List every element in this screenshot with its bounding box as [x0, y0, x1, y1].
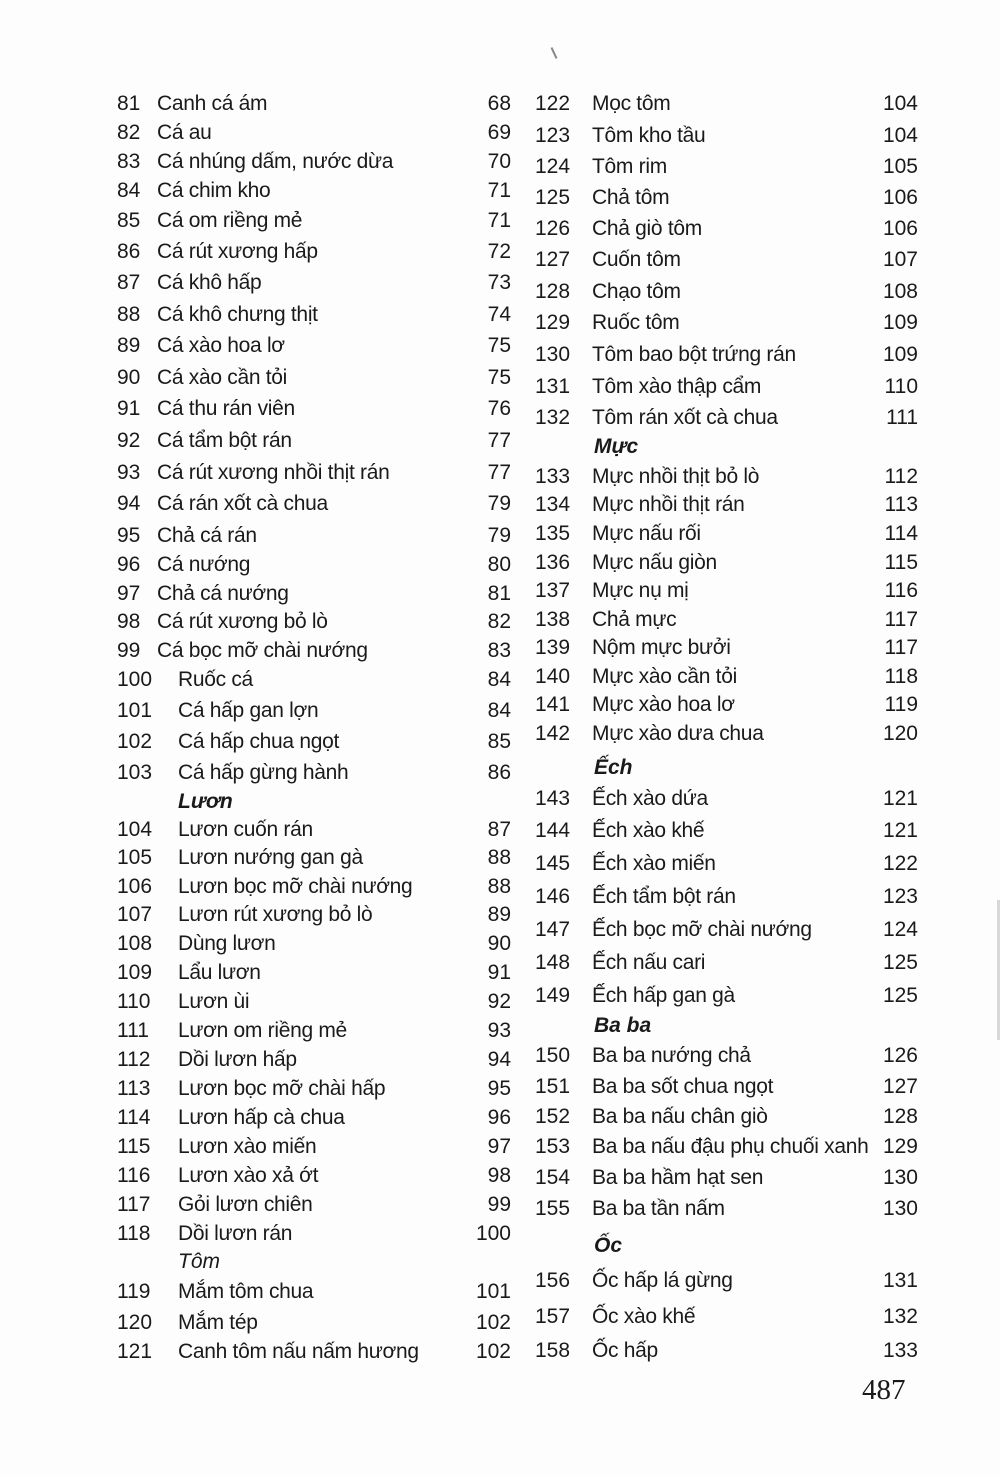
entry-title: Chạo tôm [592, 280, 681, 303]
entry-title: Cá nướng [157, 553, 251, 576]
entry-page: 100 [475, 1222, 511, 1245]
entry-number: 143 [535, 787, 571, 810]
entry-number: 152 [535, 1105, 571, 1128]
entry-number: 106 [117, 875, 153, 898]
page-number: 487 [862, 1374, 906, 1406]
entry-page: 83 [487, 639, 511, 662]
entry-number: 95 [117, 524, 141, 547]
entry-title: Cá tẩm bột rán [157, 429, 292, 452]
entry-title: Cá rán xốt cà chua [157, 492, 328, 515]
entry-page: 109 [882, 343, 918, 366]
entry-title: Ba ba nấu đậu phụ chuối xanh [592, 1135, 869, 1158]
entry-title: Cá au [157, 121, 212, 144]
entry-number: 148 [535, 951, 571, 974]
entry-title: Chả tôm [592, 186, 670, 209]
entry-page: 129 [882, 1135, 918, 1158]
entry-title: Mực nhồi thịt rán [592, 493, 745, 516]
entry-number: 105 [117, 846, 153, 869]
entry-title: Nộm mực bưởi [592, 636, 731, 659]
entry-title: Ếch nấu cari [592, 951, 706, 974]
entry-page: 88 [487, 875, 511, 898]
entry-number: 149 [535, 984, 571, 1007]
entry-title: Cá hấp gừng hành [178, 761, 349, 784]
entry-title: Cá hấp chua ngọt [178, 730, 339, 753]
entry-title: Mực nấu giòn [592, 551, 717, 574]
entry-page: 102 [475, 1340, 511, 1363]
entry-number: 121 [117, 1340, 153, 1363]
entry-page: 125 [882, 984, 918, 1007]
entry-title: Lẩu lươn [178, 961, 261, 984]
entry-number: 102 [117, 730, 153, 753]
entry-page: 122 [882, 852, 918, 875]
entry-number: 124 [535, 155, 571, 178]
entry-number: 157 [535, 1305, 571, 1328]
entry-title: Chả giò tôm [592, 217, 702, 240]
entry-page: 101 [475, 1280, 511, 1303]
entry-number: 99 [117, 639, 141, 662]
entry-number: 141 [535, 693, 571, 716]
entry-page: 116 [884, 579, 918, 602]
entry-page: 117 [884, 636, 918, 659]
entry-title: Ếch hấp gan gà [592, 984, 735, 1007]
entry-page: 93 [487, 1019, 511, 1042]
entry-page: 84 [487, 699, 511, 722]
entry-title: Cá thu rán viên [157, 397, 295, 420]
entry-title: Lươn bọc mỡ chài hấp [178, 1077, 386, 1100]
entry-page: 85 [487, 730, 511, 753]
entry-title: Tôm rán xốt cà chua [592, 406, 778, 429]
entry-title: Mắm tôm chua [178, 1280, 314, 1303]
entry-number: 88 [117, 303, 141, 326]
entry-title: Cá xào hoa lơ [157, 334, 285, 357]
entry-number: 120 [117, 1311, 153, 1334]
entry-page: 128 [882, 1105, 918, 1128]
entry-title: Ếch bọc mỡ chài nướng [592, 918, 812, 941]
entry-page: 121 [882, 787, 918, 810]
entry-page: 127 [882, 1075, 918, 1098]
entry-title: Mực xào dưa chua [592, 722, 764, 745]
entry-title: Lươn nướng gan gà [178, 846, 363, 869]
entry-title: Chả mực [592, 608, 677, 631]
entry-title: Lươn om riềng mẻ [178, 1019, 347, 1042]
entry-title: Ốc hấp [592, 1339, 658, 1362]
entry-title: Cá hấp gan lợn [178, 699, 319, 722]
entry-number: 112 [117, 1048, 151, 1071]
entry-page: 75 [487, 366, 511, 389]
entry-number: 113 [117, 1077, 151, 1100]
entry-title: Tôm bao bột trứng rán [592, 343, 796, 366]
entry-page: 87 [487, 818, 511, 841]
entry-page: 82 [487, 610, 511, 633]
entry-page: 106 [882, 186, 918, 209]
entry-page: 69 [487, 121, 511, 144]
entry-title: Ếch xào dứa [592, 787, 708, 810]
entry-number: 134 [535, 493, 571, 516]
entry-number: 96 [117, 553, 141, 576]
entry-title: Mực xào hoa lơ [592, 693, 735, 716]
entry-title: Cá nhúng dấm, nước dừa [157, 150, 394, 173]
entry-title: Dùng lươn [178, 932, 276, 955]
entry-number: 117 [117, 1193, 151, 1216]
entry-page: 104 [882, 124, 918, 147]
entry-title: Mắm tép [178, 1311, 258, 1334]
entry-page: 84 [487, 668, 511, 691]
entry-number: 125 [535, 186, 571, 209]
entry-number: 90 [117, 366, 141, 389]
entry-title: Tôm rim [592, 155, 667, 178]
entry-title: Dồi lươn hấp [178, 1048, 297, 1071]
entry-page: 72 [487, 240, 511, 263]
entry-number: 92 [117, 429, 141, 452]
entry-page: 126 [882, 1044, 918, 1067]
entry-title: Lươn bọc mỡ chài nướng [178, 875, 413, 898]
entry-number: 83 [117, 150, 141, 173]
entry-title: Mọc tôm [592, 92, 671, 115]
entry-title: Cá khô chưng thịt [157, 303, 318, 326]
entry-number: 94 [117, 492, 141, 515]
entry-page: 112 [884, 465, 918, 488]
entry-page: 70 [487, 150, 511, 173]
entry-number: 97 [117, 582, 141, 605]
entry-number: 128 [535, 280, 571, 303]
entry-page: 79 [487, 524, 511, 547]
entry-title: Gỏi lươn chiên [178, 1193, 313, 1216]
entry-number: 82 [117, 121, 141, 144]
entry-title: Cá rút xương nhồi thịt rán [157, 461, 390, 484]
entry-title: Lươn ùi [178, 990, 250, 1013]
entry-number: 91 [117, 397, 141, 420]
entry-number: 100 [117, 668, 153, 691]
entry-number: 84 [117, 179, 141, 202]
entry-number: 126 [535, 217, 571, 240]
entry-number: 146 [535, 885, 571, 908]
entry-page: 125 [882, 951, 918, 974]
entry-page: 119 [884, 693, 918, 716]
entry-page: 97 [487, 1135, 511, 1158]
entry-page: 111 [886, 406, 918, 429]
entry-page: 71 [487, 179, 511, 202]
entry-page: 71 [487, 209, 511, 232]
entry-title: Lươn rút xương bỏ lò [178, 903, 373, 926]
entry-number: 111 [117, 1019, 149, 1042]
entry-number: 140 [535, 665, 571, 688]
entry-title: Cá om riềng mẻ [157, 209, 303, 232]
entry-title: Cuốn tôm [592, 248, 681, 271]
section-heading: Lươn [178, 790, 233, 813]
entry-title: Ốc hấp lá gừng [592, 1269, 733, 1292]
entry-page: 133 [882, 1339, 918, 1362]
entry-title: Ba ba sốt chua ngọt [592, 1075, 774, 1098]
entry-number: 137 [535, 579, 571, 602]
entry-number: 131 [535, 375, 571, 398]
entry-number: 136 [535, 551, 571, 574]
entry-page: 98 [487, 1164, 511, 1187]
entry-page: 90 [487, 932, 511, 955]
entry-title: Ba ba tần nấm [592, 1197, 725, 1220]
entry-number: 107 [117, 903, 153, 926]
entry-number: 150 [535, 1044, 571, 1067]
section-heading: Ba ba [594, 1014, 652, 1037]
entry-title: Lươn cuốn rán [178, 818, 313, 841]
entry-title: Ốc xào khế [592, 1305, 696, 1328]
entry-page: 132 [882, 1305, 918, 1328]
section-heading: Ốc [594, 1234, 623, 1257]
entry-title: Ba ba nướng chả [592, 1044, 751, 1067]
entry-number: 132 [535, 406, 571, 429]
entry-title: Cá xào cần tỏi [157, 366, 288, 389]
entry-page: 109 [882, 311, 918, 334]
entry-number: 135 [535, 522, 571, 545]
entry-number: 158 [535, 1339, 571, 1362]
entry-page: 102 [475, 1311, 511, 1334]
entry-title: Cá rút xương bỏ lò [157, 610, 328, 633]
entry-page: 107 [882, 248, 918, 271]
entry-page: 74 [487, 303, 511, 326]
entry-number: 110 [117, 990, 151, 1013]
entry-title: Mực nhồi thịt bỏ lò [592, 465, 760, 488]
entry-page: 75 [487, 334, 511, 357]
entry-number: 114 [117, 1106, 151, 1129]
entry-number: 145 [535, 852, 571, 875]
entry-title: Chả cá nướng [157, 582, 289, 605]
entry-number: 138 [535, 608, 571, 631]
entry-number: 103 [117, 761, 153, 784]
entry-title: Ba ba nấu chân giò [592, 1105, 768, 1128]
entry-title: Lươn xào xả ớt [178, 1164, 319, 1187]
entry-page: 68 [487, 92, 511, 115]
entry-number: 129 [535, 311, 571, 334]
entry-page: 99 [487, 1193, 511, 1216]
entry-number: 142 [535, 722, 571, 745]
entry-number: 147 [535, 918, 571, 941]
entry-number: 93 [117, 461, 141, 484]
entry-page: 110 [884, 375, 918, 398]
entry-number: 81 [117, 92, 141, 115]
entry-number: 133 [535, 465, 571, 488]
entry-number: 116 [117, 1164, 151, 1187]
entry-page: 118 [884, 665, 918, 688]
entry-page: 113 [884, 493, 918, 516]
entry-number: 86 [117, 240, 141, 263]
entry-title: Tôm kho tầu [592, 124, 706, 147]
entry-number: 122 [535, 92, 571, 115]
entry-page: 89 [487, 903, 511, 926]
entry-page: 77 [487, 429, 511, 452]
entry-title: Lươn xào miến [178, 1135, 317, 1158]
entry-number: 89 [117, 334, 141, 357]
entry-number: 109 [117, 961, 153, 984]
entry-title: Mực nấu rối [592, 522, 701, 545]
entry-title: Mực nụ mị [592, 579, 689, 602]
entry-title: Ếch tẩm bột rán [592, 885, 736, 908]
entry-title: Ruốc cá [178, 668, 253, 691]
entry-page: 115 [884, 551, 918, 574]
entry-page: 81 [487, 582, 511, 605]
entry-number: 139 [535, 636, 571, 659]
entry-page: 124 [882, 918, 918, 941]
entry-title: Lươn hấp cà chua [178, 1106, 345, 1129]
entry-number: 104 [117, 818, 153, 841]
entry-title: Ba ba hầm hạt sen [592, 1166, 764, 1189]
entry-title: Cá chim kho [157, 179, 271, 202]
entry-page: 92 [487, 990, 511, 1013]
entry-title: Cá bọc mỡ chài nướng [157, 639, 368, 662]
entry-title: Ếch xào miến [592, 852, 716, 875]
entry-page: 79 [487, 492, 511, 515]
entry-title: Canh cá ám [157, 92, 268, 115]
entry-number: 127 [535, 248, 571, 271]
entry-number: 154 [535, 1166, 571, 1189]
entry-number: 155 [535, 1197, 571, 1220]
entry-page: 130 [882, 1197, 918, 1220]
entry-page: 94 [487, 1048, 511, 1071]
entry-title: Chả cá rán [157, 524, 257, 547]
entry-title: Ruốc tôm [592, 311, 680, 334]
entry-number: 130 [535, 343, 571, 366]
entry-page: 76 [487, 397, 511, 420]
entry-number: 144 [535, 819, 571, 842]
entry-title: Dồi lươn rán [178, 1222, 293, 1245]
entry-number: 153 [535, 1135, 571, 1158]
entry-number: 87 [117, 271, 141, 294]
entry-page: 121 [882, 819, 918, 842]
entry-page: 106 [882, 217, 918, 240]
section-heading: Mực [594, 435, 639, 458]
entry-number: 101 [117, 699, 153, 722]
entry-page: 131 [882, 1269, 918, 1292]
section-heading: Ếch [594, 756, 633, 779]
entry-page: 108 [882, 280, 918, 303]
entry-page: 80 [487, 553, 511, 576]
entry-title: Ếch xào khế [592, 819, 705, 842]
entry-page: 130 [882, 1166, 918, 1189]
entry-number: 85 [117, 209, 141, 232]
entry-page: 95 [487, 1077, 511, 1100]
entry-page: 104 [882, 92, 918, 115]
entry-page: 77 [487, 461, 511, 484]
entry-title: Cá rút xương hấp [157, 240, 318, 263]
entry-number: 115 [117, 1135, 151, 1158]
entry-title: Tôm xào thập cẩm [592, 375, 762, 398]
entry-number: 108 [117, 932, 153, 955]
entry-page: 88 [487, 846, 511, 869]
entry-number: 98 [117, 610, 141, 633]
entry-page: 117 [884, 608, 918, 631]
entry-page: 114 [884, 522, 918, 545]
entry-number: 118 [117, 1222, 151, 1245]
entry-number: 151 [535, 1075, 571, 1098]
entry-page: 96 [487, 1106, 511, 1129]
entry-page: 120 [882, 722, 918, 745]
entry-page: 91 [487, 961, 511, 984]
entry-page: 123 [882, 885, 918, 908]
entry-number: 123 [535, 124, 571, 147]
entry-title: Mực xào cần tỏi [592, 665, 737, 688]
entry-number: 156 [535, 1269, 571, 1292]
entry-title: Cá khô hấp [157, 271, 262, 294]
entry-number: 119 [117, 1280, 151, 1303]
entry-page: 86 [487, 761, 511, 784]
entry-page: 73 [487, 271, 511, 294]
entry-page: 105 [882, 155, 918, 178]
section-heading: Tôm [178, 1250, 220, 1273]
entry-title: Canh tôm nấu nấm hương [178, 1340, 419, 1363]
